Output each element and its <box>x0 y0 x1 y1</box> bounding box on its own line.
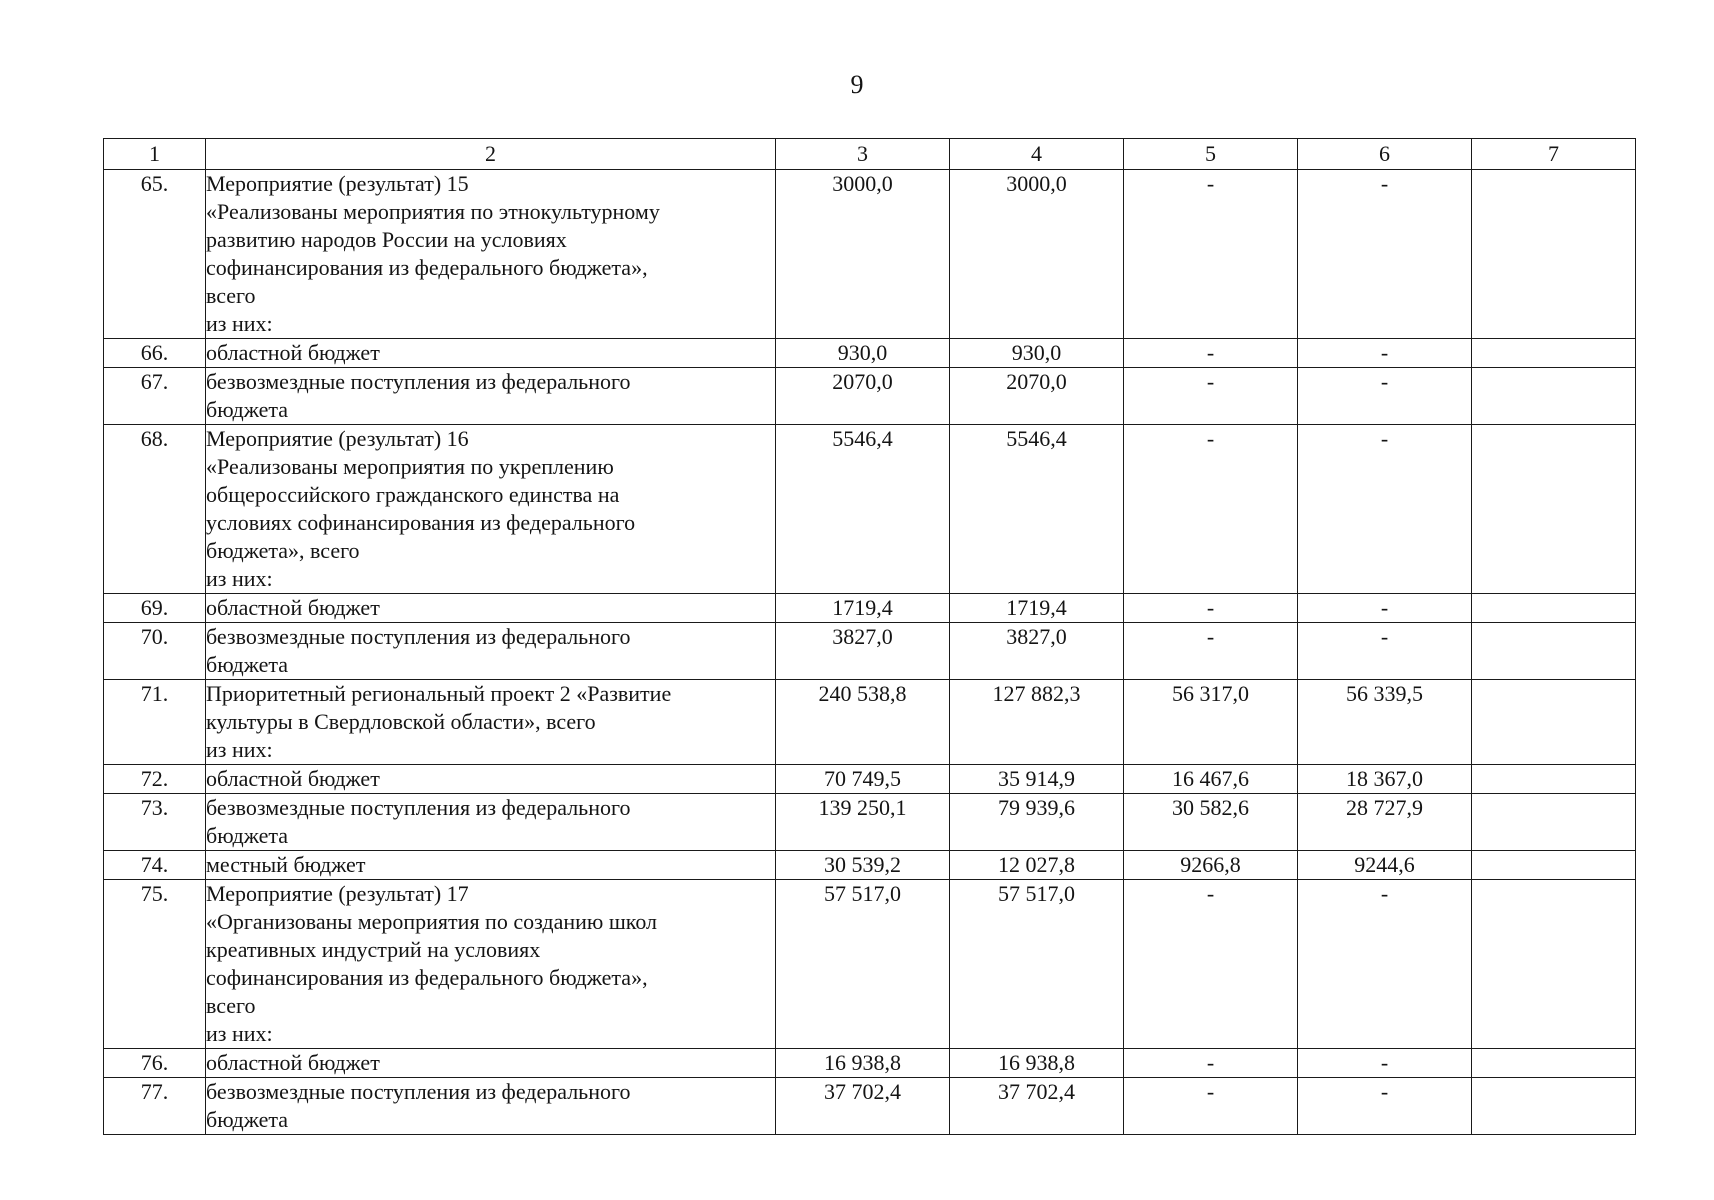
column-header: 1 <box>104 139 206 170</box>
table-row <box>104 794 1636 851</box>
value-cell-c7 <box>1472 170 1636 339</box>
value-cell-c6: - <box>1298 425 1472 594</box>
value-cell-c3: 240 538,8 <box>776 680 950 765</box>
value-cell-c3: 2070,0 <box>776 368 950 425</box>
row-number: 73. <box>104 794 206 851</box>
value-cell-c4: 3827,0 <box>950 623 1124 680</box>
value-cell-c3: 930,0 <box>776 339 950 368</box>
row-number: 74. <box>104 851 206 880</box>
value-cell-c7 <box>1472 368 1636 425</box>
row-number: 70. <box>104 623 206 680</box>
description-line: местный бюджет <box>206 852 366 877</box>
row-description <box>206 680 776 765</box>
description-line: безвозмездные поступления из федерального <box>206 1079 631 1104</box>
description-line: культуры в Свердловской области», всего <box>206 709 596 734</box>
row-number: 72. <box>104 765 206 794</box>
row-description <box>206 594 776 623</box>
value-cell-c4: 12 027,8 <box>950 851 1124 880</box>
value-cell-c5: 56 317,0 <box>1124 680 1298 765</box>
value-cell-c6: 28 727,9 <box>1298 794 1472 851</box>
row-number: 67. <box>104 368 206 425</box>
description-line: софинансирования из федерального бюджета», <box>206 255 648 280</box>
row-description <box>206 623 776 680</box>
description-line: областной бюджет <box>206 595 380 620</box>
description-line: бюджета <box>206 823 289 848</box>
row-number: 68. <box>104 425 206 594</box>
value-cell-c3: 70 749,5 <box>776 765 950 794</box>
column-header: 3 <box>776 139 950 170</box>
value-cell-c3: 57 517,0 <box>776 880 950 1049</box>
value-cell-c5: 16 467,6 <box>1124 765 1298 794</box>
value-cell-c4: 930,0 <box>950 339 1124 368</box>
value-cell-c4: 5546,4 <box>950 425 1124 594</box>
value-cell-c7 <box>1472 1049 1636 1078</box>
table-row <box>104 623 1636 680</box>
table-row <box>104 1049 1636 1078</box>
value-cell-c7 <box>1472 1078 1636 1135</box>
description-line: «Организованы мероприятия по созданию школ <box>206 909 658 934</box>
row-number: 66. <box>104 339 206 368</box>
page-number: 9 <box>850 70 864 99</box>
description-line: Мероприятие (результат) 17 <box>206 881 469 906</box>
description-line: всего <box>206 993 256 1018</box>
description-line: областной бюджет <box>206 340 380 365</box>
description-line: из них: <box>206 311 273 336</box>
value-cell-c4: 1719,4 <box>950 594 1124 623</box>
value-cell-c3: 16 938,8 <box>776 1049 950 1078</box>
table-row <box>104 880 1636 1049</box>
table-row <box>104 339 1636 368</box>
description-line: Приоритетный региональный проект 2 «Развитие <box>206 681 672 706</box>
description-line: Мероприятие (результат) 16 <box>206 426 469 451</box>
value-cell-c5: - <box>1124 170 1298 339</box>
description-line: из них: <box>206 1021 273 1046</box>
row-number: 77. <box>104 1078 206 1135</box>
value-cell-c6: 9244,6 <box>1298 851 1472 880</box>
value-cell-c4: 37 702,4 <box>950 1078 1124 1135</box>
row-description <box>206 851 776 880</box>
value-cell-c7 <box>1472 680 1636 765</box>
budget-table <box>103 138 1636 1135</box>
table-row <box>104 368 1636 425</box>
column-header: 2 <box>206 139 776 170</box>
description-line: бюджета <box>206 1107 289 1132</box>
column-header: 7 <box>1472 139 1636 170</box>
value-cell-c7 <box>1472 594 1636 623</box>
value-cell-c6: - <box>1298 880 1472 1049</box>
description-line: из них: <box>206 566 273 591</box>
value-cell-c5: - <box>1124 339 1298 368</box>
description-line: безвозмездные поступления из федерального <box>206 624 631 649</box>
description-line: «Реализованы мероприятия по укреплению <box>206 454 614 479</box>
description-line: безвозмездные поступления из федерального <box>206 795 631 820</box>
description-line: бюджета <box>206 652 289 677</box>
value-cell-c5: - <box>1124 425 1298 594</box>
description-line: областной бюджет <box>206 1050 380 1075</box>
description-line: бюджета», всего <box>206 538 360 563</box>
row-description <box>206 425 776 594</box>
column-header: 4 <box>950 139 1124 170</box>
row-description <box>206 765 776 794</box>
value-cell-c6: 56 339,5 <box>1298 680 1472 765</box>
value-cell-c3: 3827,0 <box>776 623 950 680</box>
description-line: общероссийского гражданского единства на <box>206 482 620 507</box>
value-cell-c3: 37 702,4 <box>776 1078 950 1135</box>
column-header: 6 <box>1298 139 1472 170</box>
header-row <box>104 139 1636 170</box>
description-line: областной бюджет <box>206 766 380 791</box>
value-cell-c5: 9266,8 <box>1124 851 1298 880</box>
table-body <box>104 170 1636 1135</box>
row-description <box>206 339 776 368</box>
row-number: 75. <box>104 880 206 1049</box>
value-cell-c4: 127 882,3 <box>950 680 1124 765</box>
value-cell-c6: - <box>1298 1078 1472 1135</box>
table-row <box>104 680 1636 765</box>
row-description <box>206 1078 776 1135</box>
description-line: креативных индустрий на условиях <box>206 937 541 962</box>
value-cell-c4: 3000,0 <box>950 170 1124 339</box>
description-line: софинансирования из федерального бюджета», <box>206 965 648 990</box>
value-cell-c5: - <box>1124 1078 1298 1135</box>
row-description <box>206 368 776 425</box>
value-cell-c7 <box>1472 339 1636 368</box>
value-cell-c4: 57 517,0 <box>950 880 1124 1049</box>
value-cell-c7 <box>1472 623 1636 680</box>
description-line: безвозмездные поступления из федерального <box>206 369 631 394</box>
value-cell-c3: 3000,0 <box>776 170 950 339</box>
value-cell-c5: - <box>1124 594 1298 623</box>
table-row <box>104 170 1636 339</box>
row-description <box>206 170 776 339</box>
value-cell-c6: - <box>1298 368 1472 425</box>
description-line: развитию народов России на условиях <box>206 227 567 252</box>
row-number: 71. <box>104 680 206 765</box>
value-cell-c7 <box>1472 425 1636 594</box>
value-cell-c6: - <box>1298 170 1472 339</box>
table-row <box>104 594 1636 623</box>
value-cell-c7 <box>1472 765 1636 794</box>
value-cell-c4: 79 939,6 <box>950 794 1124 851</box>
column-header: 5 <box>1124 139 1298 170</box>
row-number: 69. <box>104 594 206 623</box>
value-cell-c5: 30 582,6 <box>1124 794 1298 851</box>
description-line: Мероприятие (результат) 15 <box>206 171 469 196</box>
value-cell-c3: 30 539,2 <box>776 851 950 880</box>
value-cell-c6: 18 367,0 <box>1298 765 1472 794</box>
value-cell-c5: - <box>1124 368 1298 425</box>
value-cell-c6: - <box>1298 594 1472 623</box>
value-cell-c3: 1719,4 <box>776 594 950 623</box>
row-number: 76. <box>104 1049 206 1078</box>
value-cell-c7 <box>1472 794 1636 851</box>
value-cell-c4: 35 914,9 <box>950 765 1124 794</box>
table-row <box>104 1078 1636 1135</box>
value-cell-c4: 2070,0 <box>950 368 1124 425</box>
value-cell-c6: - <box>1298 339 1472 368</box>
row-description <box>206 880 776 1049</box>
table-row <box>104 425 1636 594</box>
description-line: бюджета <box>206 397 289 422</box>
value-cell-c6: - <box>1298 1049 1472 1078</box>
table-row <box>104 765 1636 794</box>
value-cell-c7 <box>1472 880 1636 1049</box>
value-cell-c4: 16 938,8 <box>950 1049 1124 1078</box>
value-cell-c5: - <box>1124 880 1298 1049</box>
description-line: условиях софинансирования из федерального <box>206 510 636 535</box>
description-line: всего <box>206 283 256 308</box>
row-number: 65. <box>104 170 206 339</box>
value-cell-c3: 139 250,1 <box>776 794 950 851</box>
row-description <box>206 794 776 851</box>
value-cell-c7 <box>1472 851 1636 880</box>
description-line: из них: <box>206 737 273 762</box>
value-cell-c3: 5546,4 <box>776 425 950 594</box>
value-cell-c6: - <box>1298 623 1472 680</box>
value-cell-c5: - <box>1124 623 1298 680</box>
table-row <box>104 851 1636 880</box>
description-line: «Реализованы мероприятия по этнокультурному <box>206 199 660 224</box>
value-cell-c5: - <box>1124 1049 1298 1078</box>
row-description <box>206 1049 776 1078</box>
